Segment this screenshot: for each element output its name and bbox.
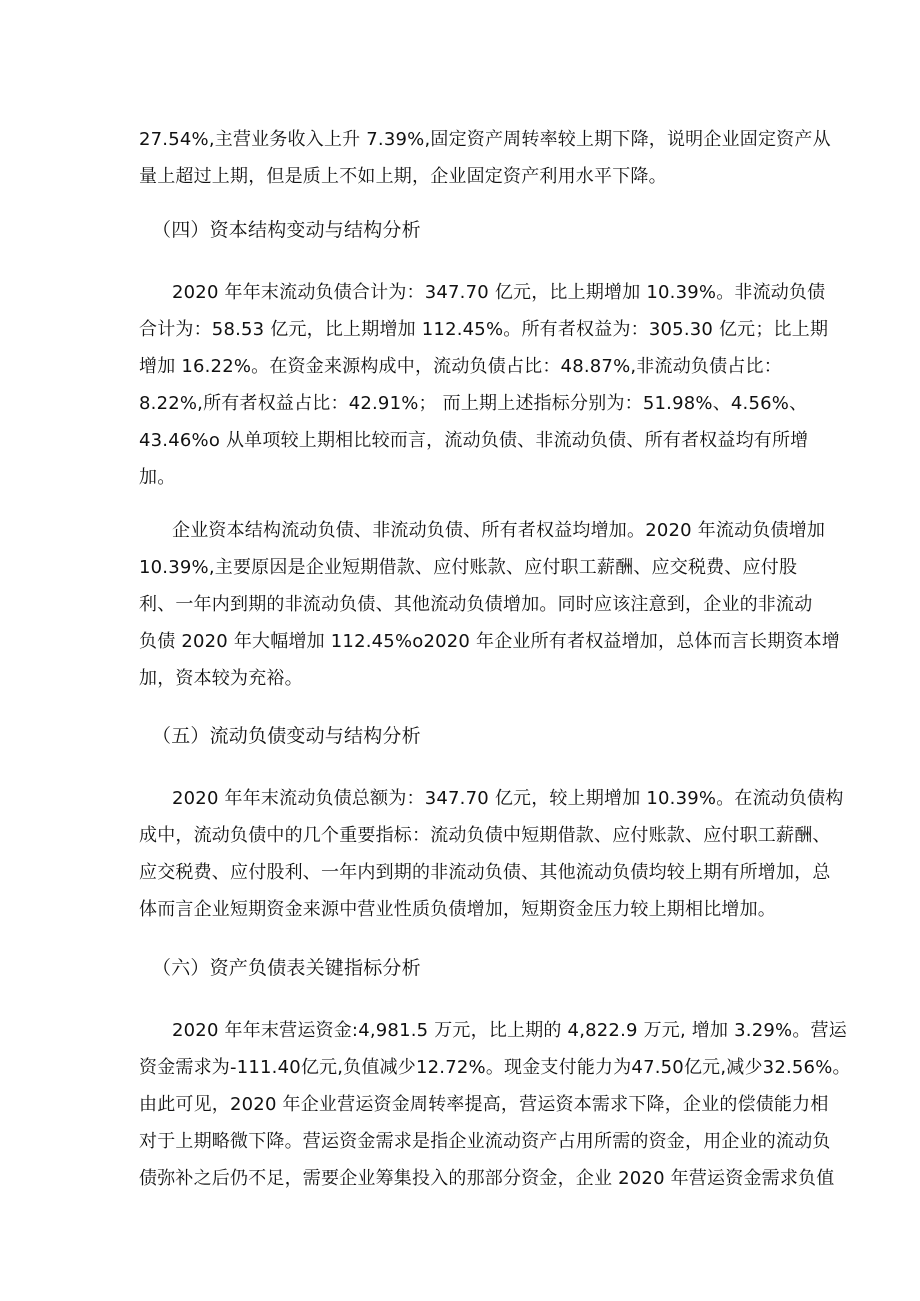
paragraph-line: 债弥补之后仍不足，需要企业筹集投入的那部分资金，企业 2020 年营运资金需求负值 — [139, 1168, 835, 1189]
paragraph-line: 增加 16.22%。在资金来源构成中，流动负债占比：48.87%,非流动负债占比： — [139, 356, 782, 377]
section-heading-4: （四）资本结构变动与结构分析 — [152, 219, 421, 241]
paragraph-line: 10.39%,主要原因是企业短期借款、应付账款、应付职工薪酬、应交税费、应付股 — [139, 557, 798, 578]
paragraph-line: 体而言企业短期资金来源中营业性质负债增加，短期资金压力较上期相比增加。 — [139, 899, 776, 920]
paragraph-line: 由此可见，2020 年企业营运资金周转率提高，营运资本需求下降，企业的偿债能力相 — [139, 1094, 829, 1115]
paragraph-line: 成中，流动负债中的几个重要指标：流动负债中短期借款、应付账款、应付职工薪酬、 — [139, 825, 831, 846]
paragraph-line: 对于上期略微下降。营运资金需求是指企业流动资产占用所需的资金，用企业的流动负 — [139, 1131, 831, 1152]
paragraph-line: 加。 — [139, 467, 176, 488]
section-heading-5: （五）流动负债变动与结构分析 — [152, 725, 421, 747]
paragraph-line: 加，资本较为充裕。 — [139, 668, 303, 689]
paragraph-line: 2020 年年末营运资金:4,981.5 万元，比上期的 4,822.9 万元, 增加 3.29%。营运 — [172, 1020, 847, 1041]
paragraph-line: 合计为：58.53 亿元，比上期增加 112.45%。所有者权益为：305.30 亿元；比上期 — [139, 319, 829, 340]
paragraph-line: 2020 年年末流动负债合计为：347.70 亿元，比上期增加 10.39%。非流动负债 — [172, 282, 826, 303]
paragraph-line: 8.22%,所有者权益占比：42.91%； 而上期上述指标分别为：51.98%、4.56%、 — [139, 393, 808, 414]
paragraph-line: 43.46%o 从单项较上期相比较而言，流动负债、非流动负债、所有者权益均有所增 — [139, 430, 809, 451]
paragraph-line: 27.54%,主营业务收入上升 7.39%,固定资产周转率较上期下降，说明企业固定资产从 — [139, 129, 831, 150]
section-heading-6: （六）资产负债表关键指标分析 — [152, 957, 421, 979]
paragraph-line: 应交税费、应付股利、一年内到期的非流动负债、其他流动负债均较上期有所增加，总 — [139, 862, 831, 883]
paragraph-line: 2020 年年末流动负债总额为：347.70 亿元，较上期增加 10.39%。在流动负债构 — [172, 788, 844, 809]
paragraph-line: 负债 2020 年大幅增加 112.45%o2020 年企业所有者权益增加，总体而言长期资本增 — [139, 631, 840, 652]
paragraph-line: 量上超过上期，但是质上不如上期，企业固定资产利用水平下降。 — [139, 166, 667, 187]
paragraph-line: 利、一年内到期的非流动负债、其他流动负债增加。同时应该注意到，企业的非流动 — [139, 594, 813, 615]
paragraph-line: 企业资本结构流动负债、非流动负债、所有者权益均增加。2020 年流动负债增加 — [172, 520, 826, 541]
paragraph-line: 资金需求为-111.40亿元,负值减少12.72%。现金支付能力为47.50亿元,减少32.56%。 — [139, 1057, 851, 1078]
